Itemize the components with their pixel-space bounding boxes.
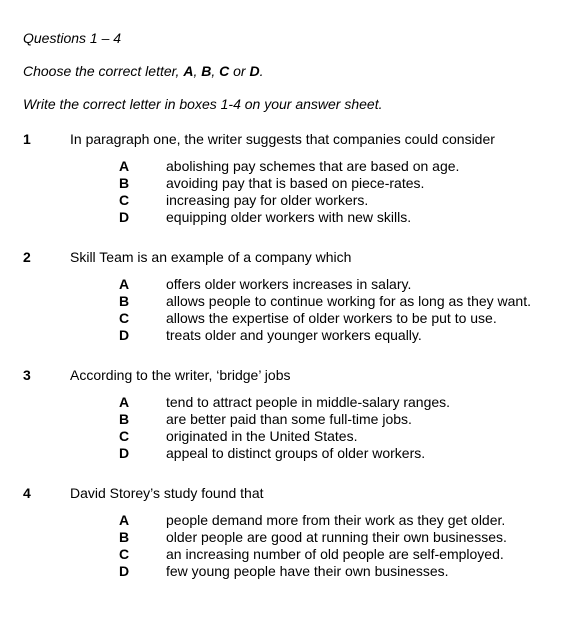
option-text: originated in the United States.: [166, 428, 358, 444]
option-letter: D: [118, 445, 130, 461]
option-a: [0, 512, 579, 529]
instruction-sep: or: [229, 63, 250, 79]
option-list: [0, 394, 579, 462]
option-letter: A: [118, 276, 130, 292]
instruction-sep: ,: [211, 63, 220, 79]
option-letter: C: [118, 546, 130, 562]
option-list: [0, 158, 579, 226]
option-d: [0, 563, 579, 580]
option-d: [0, 327, 579, 344]
option-letter: C: [118, 310, 130, 326]
option-letter: C: [118, 192, 130, 208]
option-text: treats older and younger workers equally.: [166, 327, 422, 343]
option-letter: B: [118, 411, 130, 427]
instruction-suffix: .: [259, 63, 264, 79]
option-a: [0, 276, 579, 293]
option-text: avoiding pay that is based on piece-rates.: [166, 175, 425, 191]
option-text: equipping older workers with new skills.: [166, 209, 412, 225]
option-text: increasing pay for older workers.: [166, 192, 369, 208]
option-text: older people are good at running their own businesses.: [166, 529, 507, 545]
question-stem: David Storey’s study found that: [70, 485, 264, 501]
option-text: allows the expertise of older workers to be put to use.: [166, 310, 497, 326]
option-c: [0, 310, 579, 327]
option-text: few young people have their own businesses.: [166, 563, 449, 579]
section-title: Questions 1 – 4: [23, 30, 122, 46]
option-letter: C: [118, 428, 130, 444]
option-letter: D: [118, 327, 130, 343]
option-text: appeal to distinct groups of older workers.: [166, 445, 426, 461]
option-d: [0, 445, 579, 462]
option-d: [0, 209, 579, 226]
option-letter: B: [118, 293, 130, 309]
option-letter: A: [118, 512, 130, 528]
option-b: [0, 529, 579, 546]
instruction-letter-a: A: [183, 63, 194, 79]
option-text: tend to attract people in middle-salary ranges.: [166, 394, 451, 410]
question-number: 4: [23, 485, 31, 501]
question-stem: Skill Team is an example of a company which: [70, 249, 352, 265]
option-text: are better paid than some full-time jobs.: [166, 411, 412, 427]
answer-sheet-instruction: Write the correct letter in boxes 1-4 on your answer sheet.: [23, 96, 383, 112]
question-stem: In paragraph one, the writer suggests that companies could consider: [70, 131, 495, 147]
option-c: [0, 192, 579, 209]
option-b: [0, 411, 579, 428]
option-text: allows people to continue working for as long as they want.: [166, 293, 531, 309]
option-c: [0, 546, 579, 563]
option-letter: B: [118, 529, 130, 545]
instruction-letter-d: D: [249, 63, 260, 79]
option-a: [0, 394, 579, 411]
question-number: 2: [23, 249, 31, 265]
option-letter: B: [118, 175, 130, 191]
option-list: [0, 276, 579, 344]
option-letter: A: [118, 394, 130, 410]
option-text: offers older workers increases in salary.: [166, 276, 412, 292]
option-letter: D: [118, 563, 130, 579]
instruction-line: [23, 63, 264, 80]
option-list: [0, 512, 579, 580]
question-number: 1: [23, 131, 31, 147]
option-b: [0, 175, 579, 192]
instruction-letter-b: B: [201, 63, 212, 79]
option-b: [0, 293, 579, 310]
option-letter: A: [118, 158, 130, 174]
question-stem: According to the writer, ‘bridge’ jobs: [70, 367, 291, 383]
option-c: [0, 428, 579, 445]
instruction-sep: ,: [193, 63, 202, 79]
option-text: people demand more from their work as they get older.: [166, 512, 506, 528]
instruction-letter-c: C: [219, 63, 230, 79]
instruction-prefix: Choose the correct letter,: [23, 63, 184, 79]
option-a: [0, 158, 579, 175]
option-text: an increasing number of old people are self-employed.: [166, 546, 504, 562]
option-text: abolishing pay schemes that are based on age.: [166, 158, 460, 174]
question-number: 3: [23, 367, 31, 383]
option-letter: D: [118, 209, 130, 225]
